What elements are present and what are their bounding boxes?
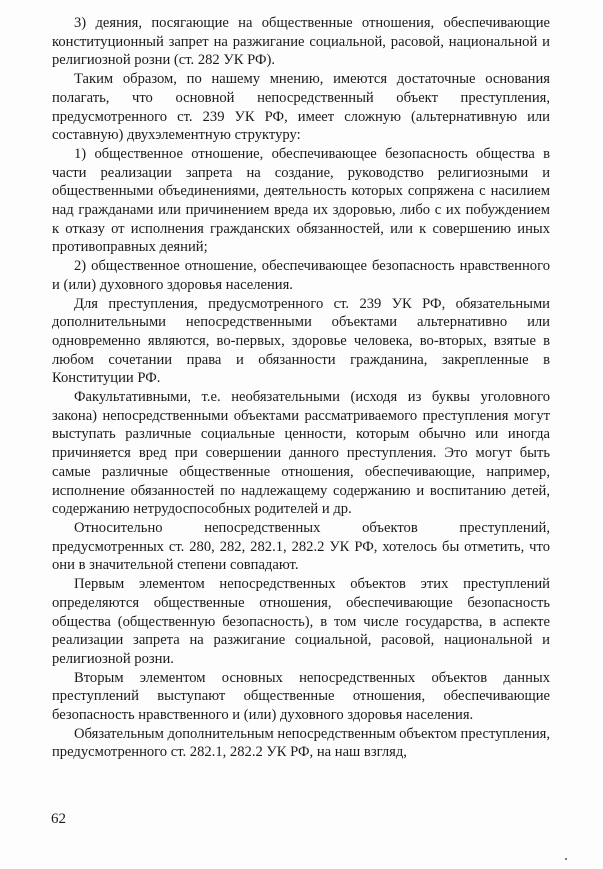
paragraph: Обязательным дополнительным непосредственным объектом преступления, предусмотренного ст. 282.1, 282.2 УК РФ, на наш взгляд, [52,725,550,761]
paragraph: 3) деяния, посягающие на общественные отношения, обеспечивающие конституционный запрет на разжигание социальной, расовой, национальной и религиозной розни (ст. 282 УК РФ). [52,15,550,69]
body-text [52,14,550,762]
page-number: 62 [51,811,66,827]
paragraph: Вторым элементом основных непосредственных объектов данных преступлений выступают общественные отношения, обеспечивающие безопасность нравственного и (или) духовного здоровья населения. [52,669,550,724]
paragraph: Таким образом, по нашему мнению, имеются достаточные основания полагать, что основной непосредственный объект преступления, предусмотренного ст. 239 УК РФ, имеет сложную (альтернативную или составную) двухэлементную структуру: [52,71,550,144]
paragraph: Относительно непосредственных объектов преступлений, предусмотренных ст. 280, 282, 282.1, 282.2 УК РФ, хотелось бы отметить, что они в значительной степени совпадают. [52,519,550,574]
paragraph: 1) общественное отношение, обеспечивающее безопасность общества в части реализации запрета на создание, руководство религиозными и общественными объединениями, деятельность которых сопряжена с насилием над гражданами или причинением вреда их здоровью, либо с их побуждением к отказу от исполнения гражданских обязанностей, или к совершению иных противоправных деяний; [52,145,550,256]
paragraph: 2) общественное отношение, обеспечивающее безопасность нравственного и (или) духовного здоровья населения. [52,258,550,293]
paragraph: Для преступления, предусмотренного ст. 239 УК РФ, обязательными дополнительными непосредственными объектами альтернативно или одновременно являются, во-первых, здоровье человека, во-вторых, взятые в любом сочетании права и обязанности гражданина, закрепленные в Конституции РФ. [52,295,550,387]
paragraph: Факультативными, т.е. необязательными (исходя из буквы уголовного закона) непосредственными объектами рассматриваемого преступления могут выступать различные социальные ценности, которым обычно или иногда причиняется вред при совершении данного преступления. Это могут быть самые различные общественные отношения, обеспечивающие, например, исполнение обязанностей по надлежащему содержанию и воспитанию детей, содержанию нетрудоспособных родителей и др. [52,389,550,518]
scan-speck [565,858,567,860]
paragraph: Первым элементом непосредственных объектов этих преступлений определяются общественные отношения, обеспечивающие безопасность общества (общественную безопасность), в том числе государства, в аспекте реализации запрета на разжигание социальной, расовой, национальной и религиозной розни. [52,576,550,667]
